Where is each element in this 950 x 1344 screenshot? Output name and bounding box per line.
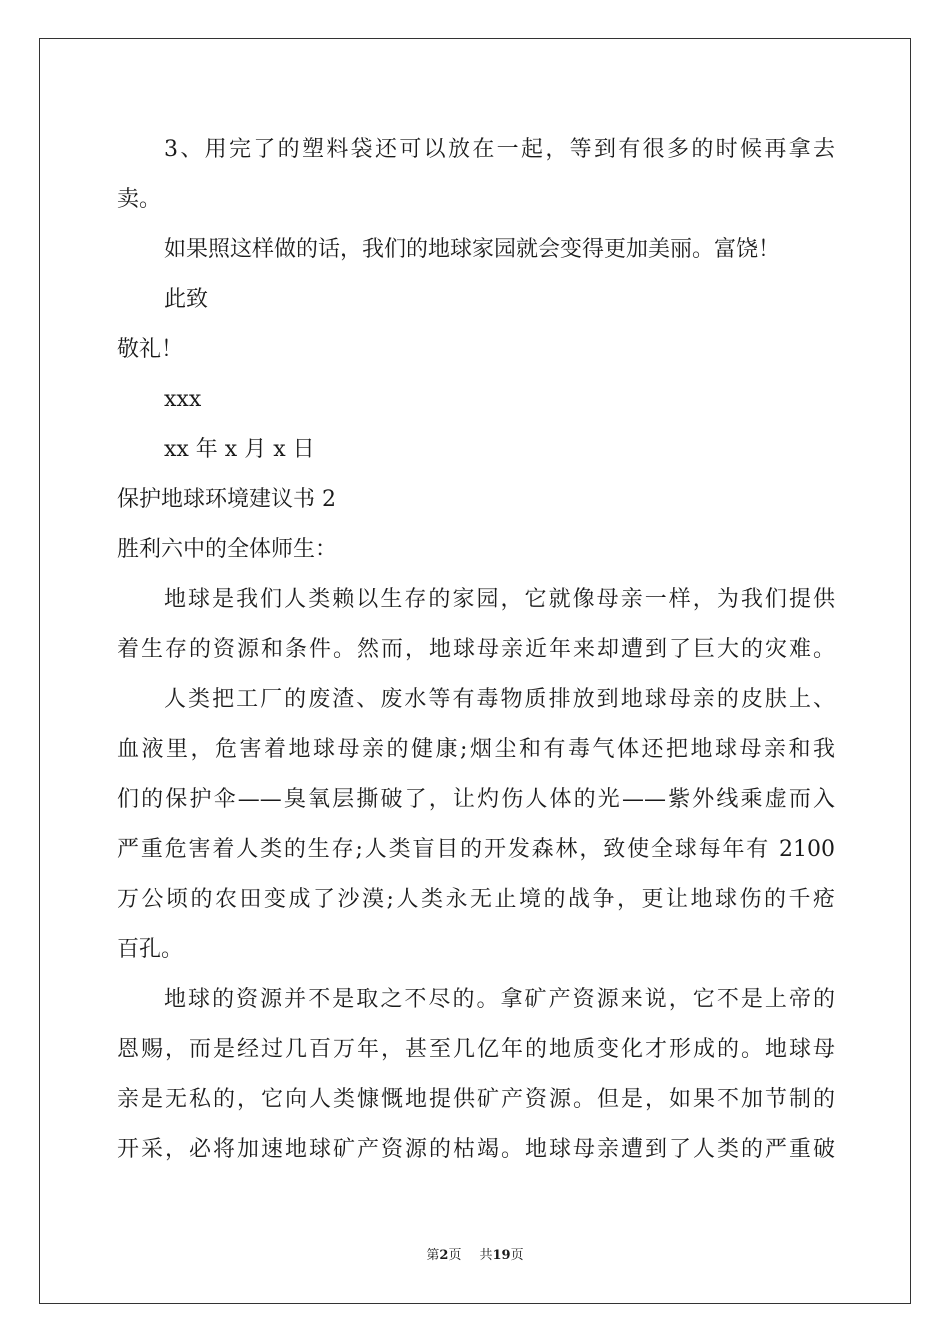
paragraph-line: 3、用完了的塑料袋还可以放在一起，等到有很多的时候再拿去 [164, 137, 835, 162]
paragraph-line: 着生存的资源和条件。然而，地球母亲近年来却遭到了巨大的灾难。 [117, 637, 835, 662]
page-current: 2 [439, 1248, 449, 1263]
paragraph-line: 人类把工厂的废渣、废水等有毒物质排放到地球母亲的皮肤上、 [164, 687, 835, 712]
paragraph-line: 卖。 [117, 187, 162, 212]
signature-name: xxx [164, 387, 202, 412]
addressee-line: 胜利六中的全体师生： [117, 537, 338, 562]
paragraph-line: 地球的资源并不是取之不尽的。拿矿产资源来说，它不是上帝的 [164, 987, 835, 1012]
paragraph-line: 们的保护伞——臭氧层撕破了，让灼伤人体的光——紫外线乘虚而入 [117, 787, 835, 812]
page-prefix: 第 [426, 1248, 440, 1263]
paragraph-line: 亲是无私的，它向人类慷慨地提供矿产资源。但是，如果不加节制的 [117, 1087, 835, 1112]
paragraph-line: 地球是我们人类赖以生存的家园，它就像母亲一样，为我们提供 [164, 587, 835, 612]
page-total: 19 [492, 1248, 511, 1263]
total-unit: 页 [510, 1248, 524, 1263]
paragraph-line: 如果照这样做的话，我们的地球家园就会变得更加美丽。富饶！ [164, 237, 781, 262]
page-unit: 页 [448, 1248, 462, 1263]
salutation-line: 此致 [164, 287, 209, 312]
paragraph-line: 严重危害着人类的生存;人类盲目的开发森林，致使全球每年有 2100 [117, 837, 835, 862]
paragraph-line: 万公顷的农田变成了沙漠;人类永无止境的战争，更让地球伤的千疮 [117, 887, 835, 912]
paragraph-line: 开采，必将加速地球矿产资源的枯竭。地球母亲遭到了人类的严重破 [117, 1137, 835, 1162]
paragraph-line: 血液里，危害着地球母亲的健康;烟尘和有毒气体还把地球母亲和我 [117, 737, 835, 762]
page-footer [0, 1247, 950, 1265]
paragraph-line: 恩赐，而是经过几百万年，甚至几亿年的地质变化才形成的。地球母 [117, 1037, 835, 1062]
section-title: 保护地球环境建议书 2 [117, 487, 336, 512]
paragraph-line: 百孔。 [117, 937, 184, 962]
total-prefix: 共 [479, 1248, 493, 1263]
salutation-line: 敬礼！ [117, 337, 184, 362]
signature-date: xx 年 x 月 x 日 [164, 437, 315, 462]
